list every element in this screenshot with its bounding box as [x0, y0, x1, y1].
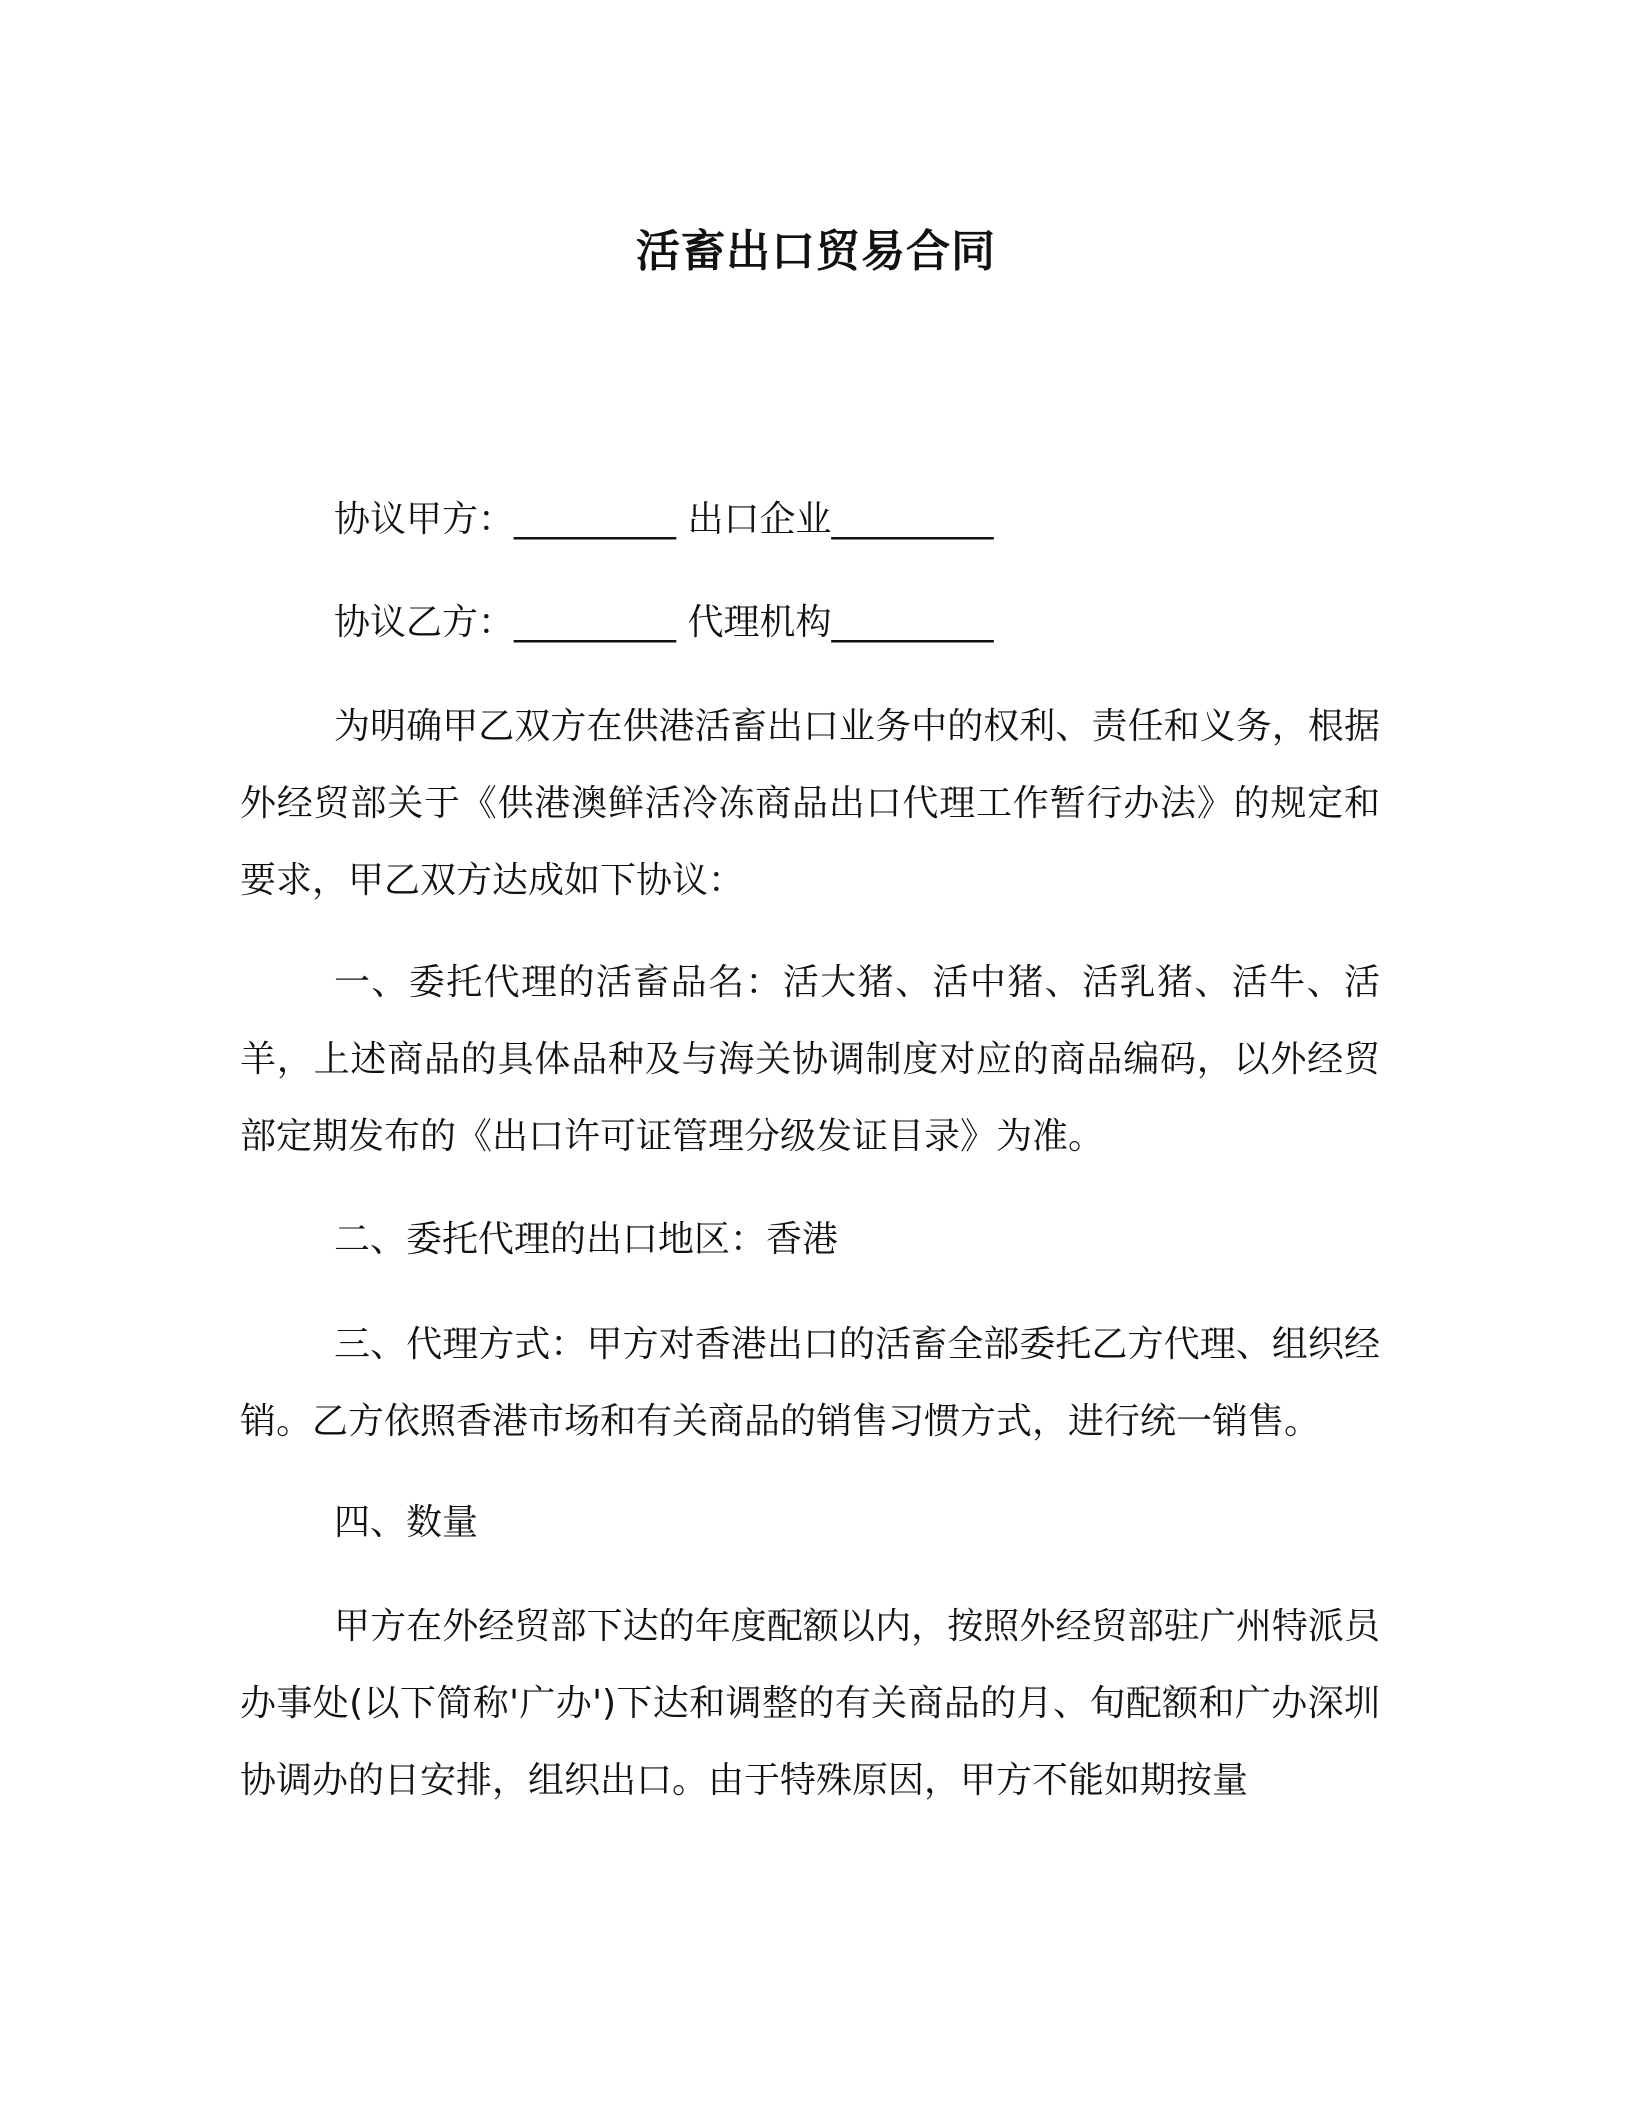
party-b-line: 协议乙方：_________ 代理机构_________ — [334, 602, 994, 643]
clause-1-paragraph: 一、委托代理的活畜品名：活大猪、活中猪、活乳猪、活牛、活羊，上述商品的具体品种及与海关协调制度对应的商品编码，以外经贸部定期发布的《出口许可证管理分级发证目录》为准。 — [240, 962, 1380, 1157]
clause-3-paragraph: 三、代理方式：甲方对香港出口的活畜全部委托乙方代理、组织经销。乙方依照香港市场和有关商品的销售习惯方式，进行统一销售。 — [240, 1324, 1380, 1442]
clause-4-heading: 四、数量 — [334, 1502, 479, 1543]
clause-2-heading: 二、委托代理的出口地区：香港 — [334, 1219, 839, 1260]
party-a-line: 协议甲方：_________ 出口企业_________ — [334, 499, 994, 540]
intro-paragraph: 为明确甲乙双方在供港活畜出口业务中的权利、责任和义务，根据外经贸部关于《供港澳鲜活冷冻商品出口代理工作暂行办法》的规定和要求，甲乙双方达成如下协议： — [240, 706, 1380, 901]
document-title: 活畜出口贸易合同 — [636, 226, 996, 277]
clause-4-paragraph: 甲方在外经贸部下达的年度配额以内，按照外经贸部驻广州特派员办事处(以下简称'广办')下达和调整的有关商品的月、旬配额和广办深圳协调办的日安排，组织出口。由于特殊原因，甲方不能如期按量 — [240, 1606, 1380, 1801]
